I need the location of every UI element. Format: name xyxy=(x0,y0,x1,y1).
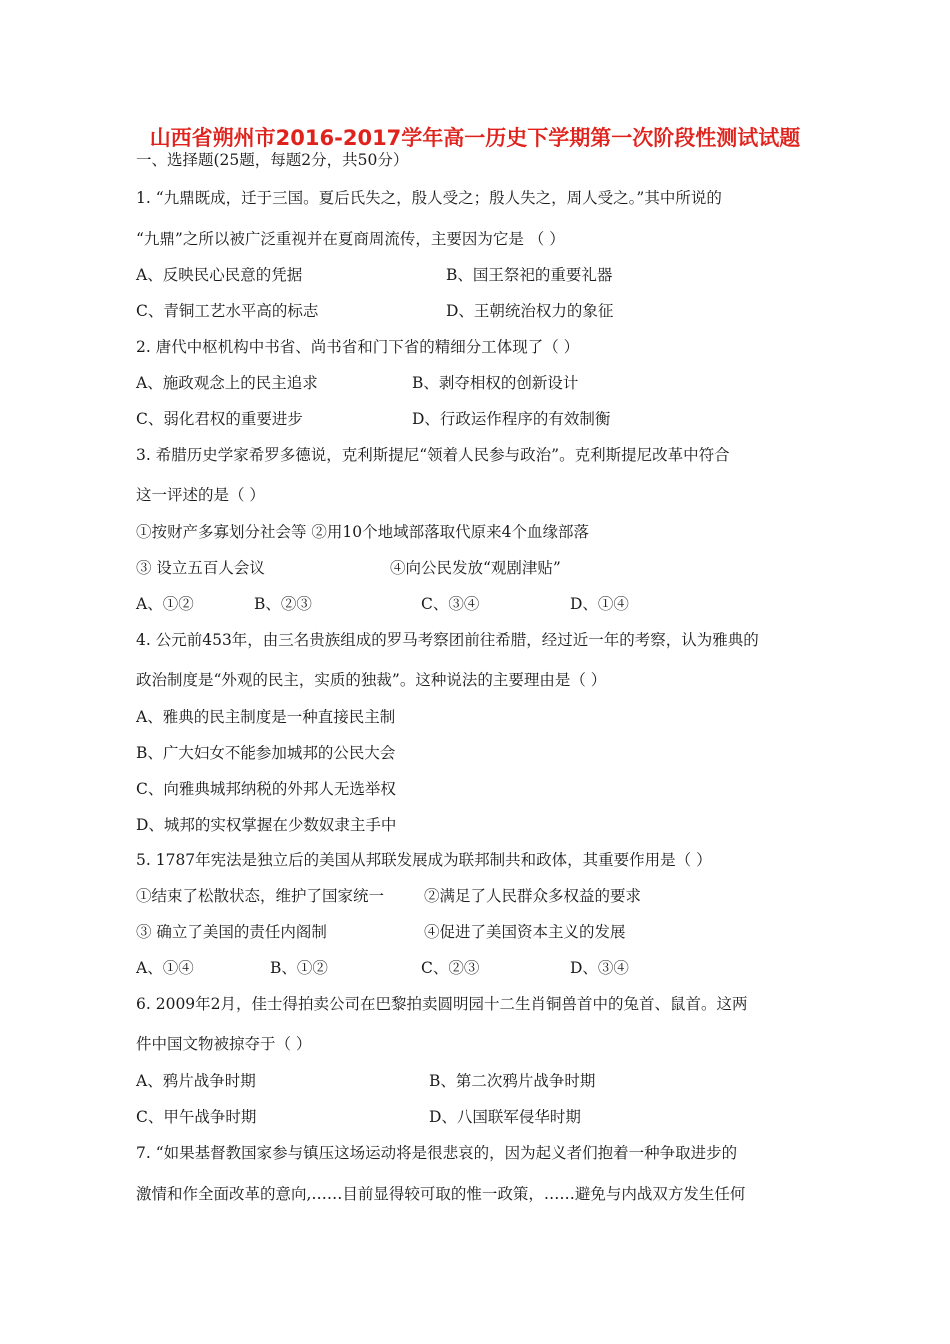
question-3-item-3: ③ 设立五百人会议 xyxy=(136,559,265,577)
question-4-line-1: 4. 公元前453年，由三名贵族组成的罗马考察团前往希腊，经过近一年的考察，认为雅典的 xyxy=(136,631,759,649)
question-3-item-4: ④向公民发放“观剧津贴” xyxy=(390,559,561,577)
question-3-option-d: D、①④ xyxy=(570,595,629,613)
question-3-option-c: C、③④ xyxy=(421,595,480,613)
question-6-option-b: B、第二次鸦片战争时期 xyxy=(429,1072,596,1090)
question-5-option-d: D、③④ xyxy=(570,959,629,977)
question-6-line-1: 6. 2009年2月，佳士得拍卖公司在巴黎拍卖圆明园十二生肖铜兽首中的兔首、鼠首。这两 xyxy=(136,995,748,1013)
question-7-line-1: 7. “如果基督教国家参与镇压这场运动将是很悲哀的，因为起义者们抱着一种争取进步的 xyxy=(136,1144,738,1162)
question-2-option-b: B、剥夺相权的创新设计 xyxy=(412,374,579,392)
page-title: 山西省朔州市2016-2017学年高一历史下学期第一次阶段性测试试题 xyxy=(149,126,801,150)
question-1-line-1: 1. “九鼎既成，迁于三国。夏后氏失之，殷人受之；殷人失之，周人受之。”其中所说的 xyxy=(136,189,722,207)
question-1-line-2: “九鼎”之所以被广泛重视并在夏商周流传，主要因为它是 （ ） xyxy=(136,230,565,248)
question-5-item-1: ①结束了松散状态，维护了国家统一 xyxy=(136,887,385,905)
question-4-option-a: A、雅典的民主制度是一种直接民主制 xyxy=(136,708,396,726)
question-3-line-2: 这一评述的是（ ） xyxy=(136,486,265,504)
question-5-item-3: ③ 确立了美国的责任内阁制 xyxy=(136,923,327,941)
question-1-option-d: D、王朝统治权力的象征 xyxy=(446,302,614,320)
question-3-line-1: 3. 希腊历史学家希罗多德说，克利斯提尼“领着人民参与政治”。克利斯提尼改革中符合 xyxy=(136,446,730,464)
question-1-option-a: A、反映民心民意的凭据 xyxy=(136,266,303,284)
question-1-option-b: B、国王祭祀的重要礼器 xyxy=(446,266,613,284)
question-4-option-d: D、城邦的实权掌握在少数奴隶主手中 xyxy=(136,816,397,834)
question-4-line-2: 政治制度是“外观的民主，实质的独裁”。这种说法的主要理由是（ ） xyxy=(136,671,607,689)
question-4-option-b: B、广大妇女不能参加城邦的公民大会 xyxy=(136,744,396,762)
question-3-option-a: A、①② xyxy=(136,595,194,613)
question-2-option-c: C、弱化君权的重要进步 xyxy=(136,410,303,428)
question-2-option-a: A、施政观念上的民主追求 xyxy=(136,374,318,392)
question-5-option-a: A、①④ xyxy=(136,959,194,977)
question-6-line-2: 件中国文物被掠夺于（ ） xyxy=(136,1035,312,1053)
question-5-item-2: ②满足了人民群众多权益的要求 xyxy=(424,887,642,905)
question-2-line-1: 2. 唐代中枢机构中书省、尚书省和门下省的精细分工体现了（ ） xyxy=(136,338,580,356)
question-5-item-4: ④促进了美国资本主义的发展 xyxy=(424,923,626,941)
question-2-option-d: D、行政运作程序的有效制衡 xyxy=(412,410,611,428)
question-4-option-c: C、向雅典城邦纳税的外邦人无选举权 xyxy=(136,780,396,798)
question-1-option-c: C、青铜工艺水平高的标志 xyxy=(136,302,319,320)
question-7-line-2: 激情和作全面改革的意向,……目前显得较可取的惟一政策，……避免与内战双方发生任何 xyxy=(136,1185,746,1203)
question-5-line-1: 5. 1787年宪法是独立后的美国从邦联发展成为联邦制共和政体，其重要作用是（ ） xyxy=(136,851,712,869)
question-6-option-c: C、甲午战争时期 xyxy=(136,1108,257,1126)
question-3-option-b: B、②③ xyxy=(254,595,312,613)
question-6-option-a: A、鸦片战争时期 xyxy=(136,1072,256,1090)
question-3-item-1-2: ①按财产多寡划分社会等 ②用10个地域部落取代原来4个血缘部落 xyxy=(136,523,590,541)
section-heading: 一、选择题(25题，每题2分，共50分） xyxy=(136,151,409,169)
question-6-option-d: D、八国联军侵华时期 xyxy=(429,1108,581,1126)
question-5-option-c: C、②③ xyxy=(421,959,480,977)
question-5-option-b: B、①② xyxy=(270,959,328,977)
